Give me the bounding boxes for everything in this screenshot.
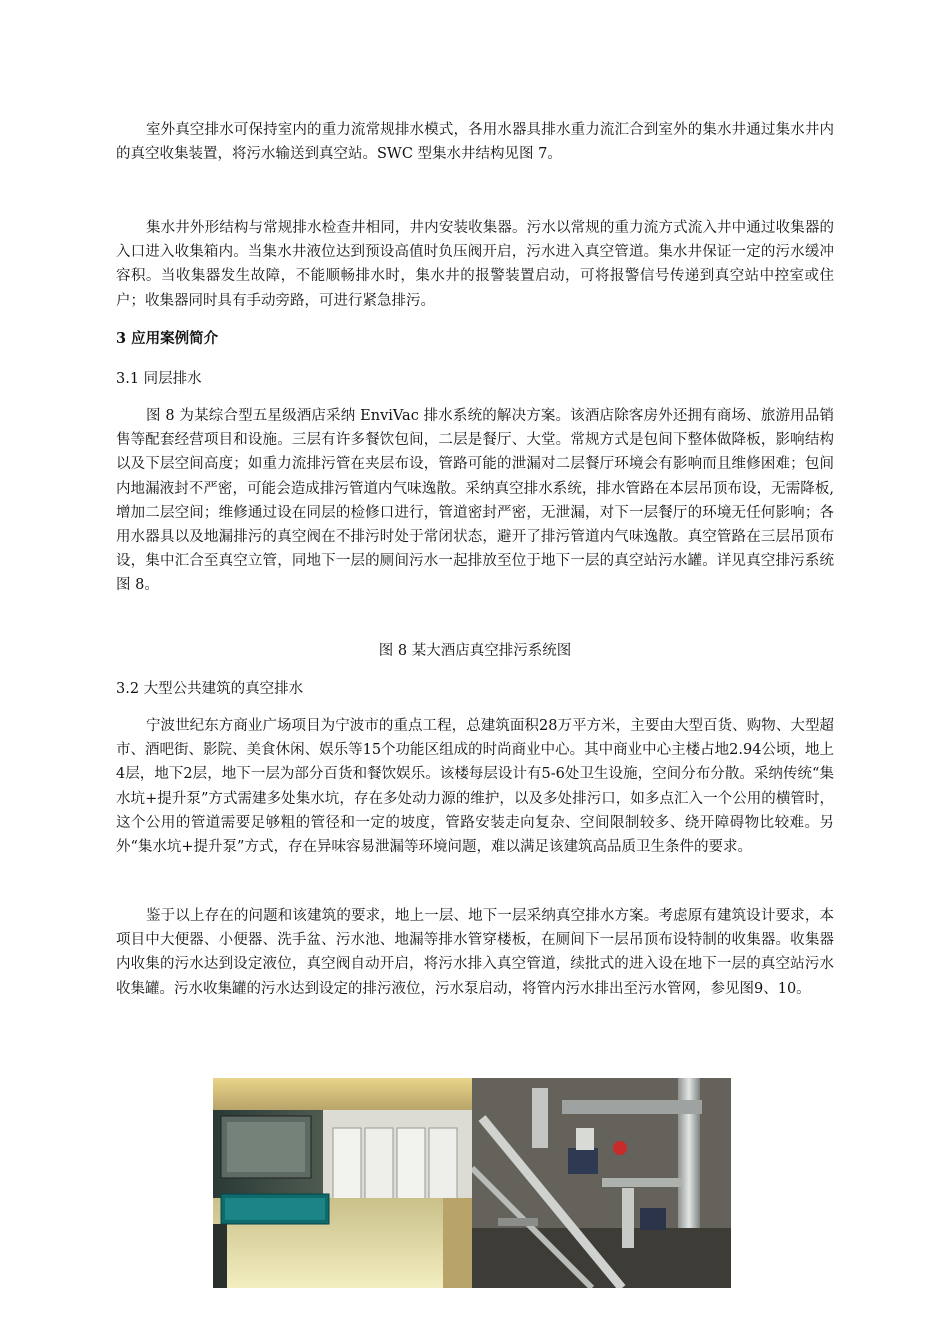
paragraph-ningbo-project: 宁波世纪东方商业广场项目为宁波市的重点工程，总建筑面积28万平方米，主要由大型百货、购物、大型超市、酒吧街、影院、美食休闲、娱乐等15个功能区组成的时尚商业中心。其中商业中心主楼占地2.94公顷，地上4层，地下2层，地下一层为部分百货和餐饮娱乐。该楼每层设计有5-6处卫生设施，空间分布分散。采纳传统“集水坑+提升泵”方式需建多处集水坑，存在多处动力源的维护，以及多处排污口，如多点汇入一个公用的横管时，这个公用的管道需要足够粗的管径和一定的坡度，管路安装走向复杂、空间限制较多、绕开障碍物比较难。另外“集水坑+提升泵”方式，存在异味容易泄漏等环境问题，难以满足该建筑高品质卫生条件的要求。 <box>116 718 834 856</box>
section-heading-3: 3 应用案例简介 <box>116 330 219 347</box>
paragraph-solution: 鉴于以上存在的问题和该建筑的要求，地上一层、地下一层采纳真空排水方案。考虑原有建筑设计要求，本项目中大便器、小便器、洗手盆、污水池、地漏等排水管穿楼板，在厕间下一层吊顶布设特制的收集器。收集器内收集的污水达到设定液位，真空阀自动开启，将污水排入真空管道，续批式的进入设在地下一层的真空站污水收集罐。污水收集罐的污水达到设定的排污液位，污水泵启动，将管内污水排出至污水管网，参见图9、10。 <box>116 908 834 997</box>
section-heading-3-2: 3.2 大型公共建筑的真空排水 <box>116 681 304 697</box>
paragraph-hotel-case: 图 8 为某综合型五星级酒店采纳 EnviVac 排水系统的解决方案。该酒店除客房外还拥有商场、旅游用品销售等配套经营项目和设施。三层有许多餐饮包间，二层是餐厅、大堂。常规方式是包间下整体做降板，影响结构以及下层空间高度；如重力流排污管在夹层布设，管路可能的泄漏对二层餐厅环境会有影响而且维修困难；包间内地漏液封不严密，可能会造成排污管道内气味逸散。采纳真空排水系统，排水管路在本层吊顶布设，无需降板,增加二层空间；维修通过设在同层的检修口进行，管道密封严密，无泄漏，对下一层餐厅的环境无任何影响；各用水器具以及地漏排污的真空阀在不排污时处于常闭状态，避开了排污管道内气味逸散。真空管路在三层吊顶布设，集中汇合至真空立管，同地下一层的厕间污水一起排放至位于地下一层的真空站污水罐。详见真空排污系统图 8。 <box>116 408 834 594</box>
figure-photos <box>213 1078 731 1288</box>
pipework-photo <box>472 1078 731 1288</box>
paragraph-collection-well: 集水井外形结构与常规排水检查井相同，井内安装收集器。污水以常规的重力流方式流入井中通过收集器的入口进入收集箱内。当集水井液位达到预设高值时负压阀开启，污水进入真空管道。集水井保证一定的污水缓冲容积。当收集器发生故障，不能顺畅排水时，集水井的报警装置启动，可将报警信号传递到真空站中控室或住户；收集器同时具有手动旁路，可进行紧急排污。 <box>116 220 834 309</box>
restroom-photo <box>213 1078 472 1288</box>
figure-8-caption: 图 8 某大酒店真空排污系统图 <box>378 643 572 659</box>
section-heading-3-1: 3.1 同层排水 <box>116 371 202 387</box>
paragraph-outdoor-vacuum: 室外真空排水可保持室内的重力流常规排水模式，各用水器具排水重力流汇合到室外的集水井通过集水井内的真空收集装置，将污水输送到真空站。SWC 型集水井结构见图 7。 <box>116 122 834 163</box>
